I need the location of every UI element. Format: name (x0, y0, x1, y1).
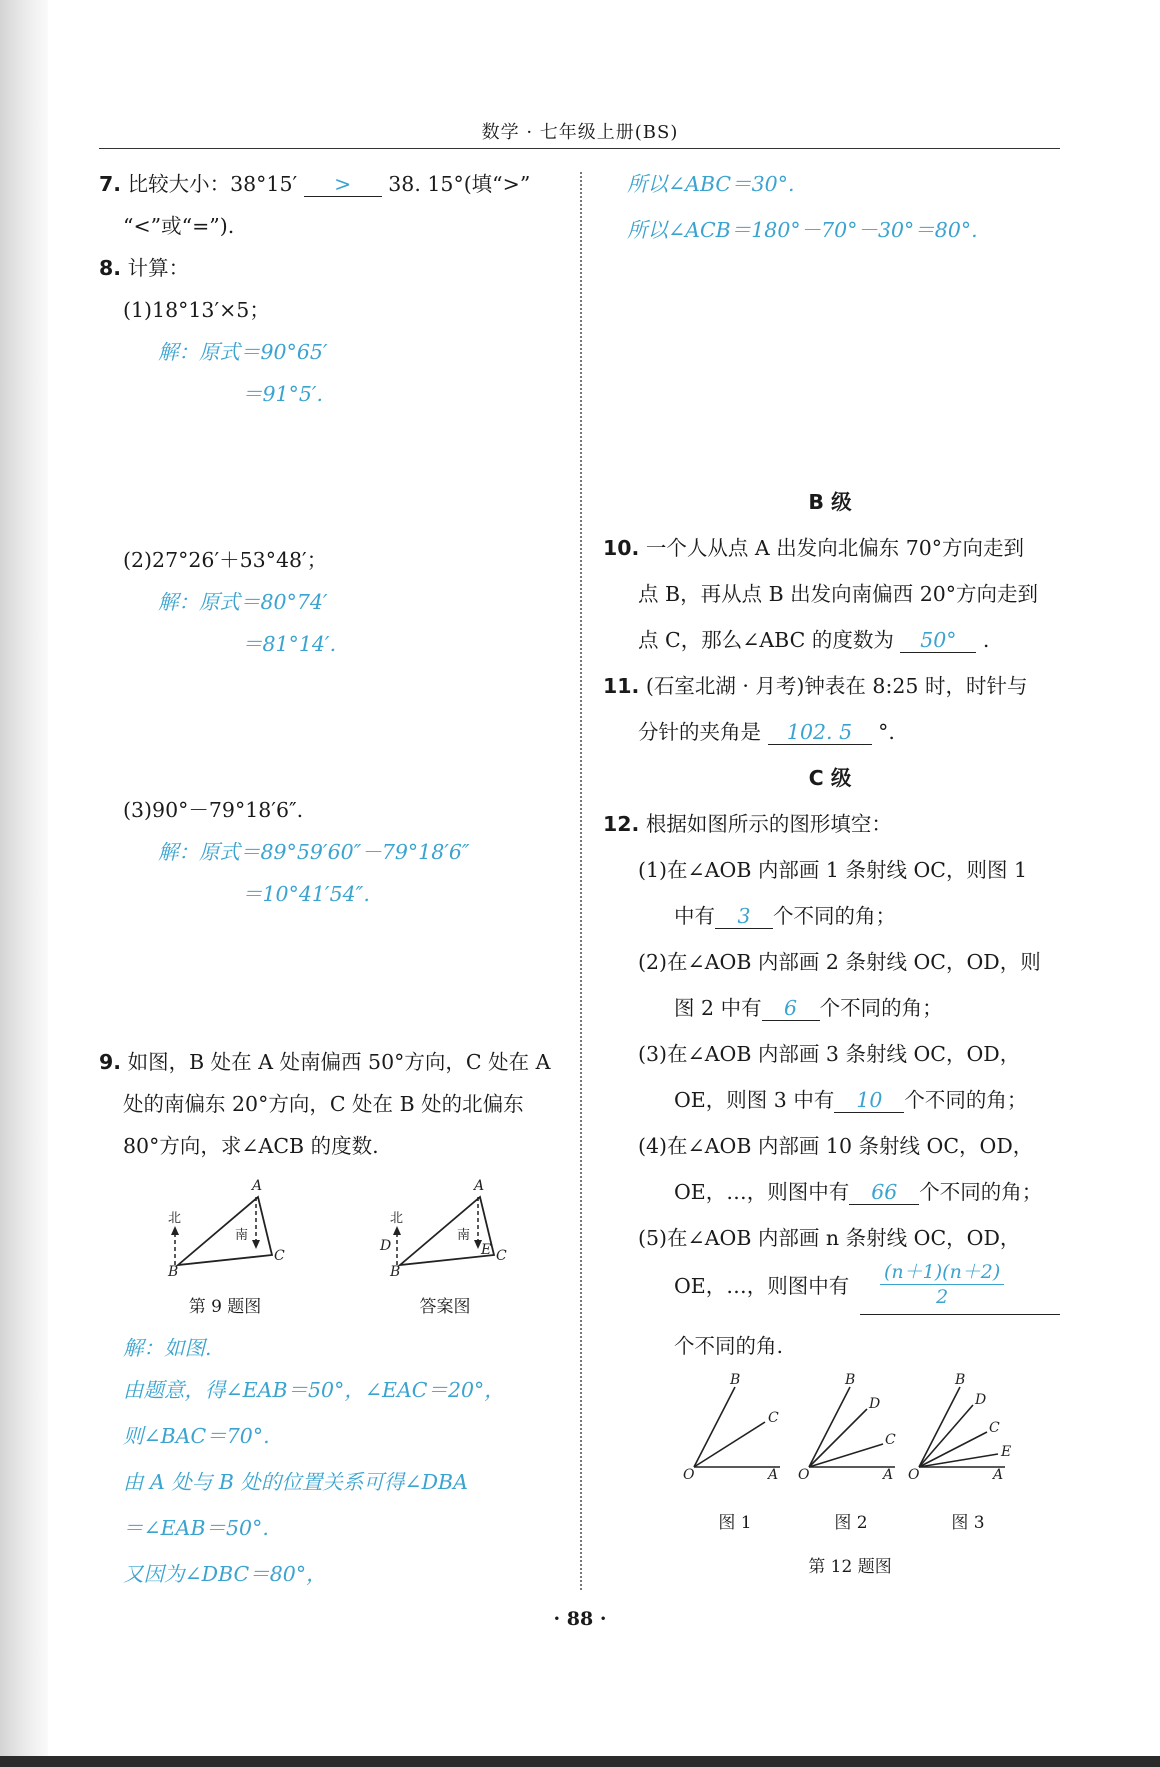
q12-part2-line2 (674, 994, 943, 1022)
q12-figure-3-caption: 图 3 (951, 1513, 985, 1533)
q12-part1-answer-blank: 3 (715, 904, 773, 929)
q11-end: °. (878, 720, 895, 744)
q10-number: 10. (603, 536, 640, 560)
page-top-margin (0, 0, 1160, 38)
q9-north-arrow (171, 1226, 179, 1235)
q7-line1 (99, 170, 530, 198)
q8-part3-answer-line1: 解：原式＝89°59′60″－79°18′6″ (158, 840, 470, 864)
q12-fig2-label-c: C (885, 1432, 896, 1448)
q7-text-b: 38. 15°(填“>” (388, 172, 531, 196)
q10-line3-text: 点 C，那么∠ABC 的度数为 (638, 628, 894, 652)
q11-line2 (638, 718, 895, 746)
q9-answer-label-c: C (496, 1248, 507, 1264)
scanner-bottom-edge (0, 1756, 1160, 1767)
q8-title: 计算： (127, 256, 190, 280)
q12-part3-answer-blank: 10 (834, 1088, 904, 1113)
q9-north-label: 北 (168, 1211, 182, 1226)
q10-end: . (982, 628, 990, 652)
q10-line1-text: 一个人从点 A 出发向北偏东 70°方向走到 (645, 536, 1025, 560)
q12-part2-line1: (2)在∠AOB 内部画 2 条射线 OC，OD，则 (638, 950, 1041, 974)
book-spine-shadow (0, 0, 48, 1767)
q8-part2: (2)27°26′＋53°48′； (123, 548, 328, 572)
q12-part2-answer-blank: 6 (762, 996, 820, 1021)
q9-line1 (99, 1048, 550, 1076)
q12-figure-3 (905, 1372, 1030, 1484)
q9-answer-line7: 所以∠ABC＝30°. (627, 172, 795, 196)
q9-answer-line1: 解：如图. (123, 1336, 212, 1360)
q11-answer-blank: 102. 5 (768, 720, 872, 745)
q12-fig2-label-a: A (883, 1467, 894, 1483)
q12-figure-1-caption: 图 1 (718, 1513, 752, 1533)
q12-part4-line2 (674, 1178, 1042, 1206)
q9-label-c: C (274, 1248, 285, 1264)
q12-part5-answer-fraction (880, 1260, 1004, 1309)
q9-answer-label-a: A (474, 1178, 485, 1194)
q12-fig3-label-o: O (908, 1467, 920, 1483)
q9-answer-figure (375, 1172, 515, 1277)
q12-fig2-label-o: O (798, 1467, 810, 1483)
q12-title-line (603, 810, 892, 838)
level-c-heading: C 级 (808, 766, 852, 790)
q9-answer-line6: 又因为∠DBC＝80°， (123, 1562, 327, 1586)
q9-south-arrow (252, 1240, 260, 1249)
q7-text-a: 比较大小：38°15′ (127, 172, 298, 196)
q8-part2-answer-line1: 解：原式＝80°74′ (158, 590, 328, 614)
q12-part2-text: 图 2 中有 (674, 996, 762, 1020)
q12-fig3-label-d: D (975, 1392, 987, 1408)
q11-number: 11. (603, 674, 640, 698)
q11-line1 (603, 672, 1027, 700)
level-b-heading: B 级 (808, 490, 852, 514)
q10-line3 (638, 626, 989, 654)
q9-line3: 80°方向，求∠ACB 的度数. (123, 1134, 379, 1158)
q9-south-label: 南 (235, 1228, 249, 1243)
q9-answer-line4: 由 A 处与 B 处的位置关系可得∠DBA (123, 1470, 468, 1494)
q9-label-b: B (168, 1264, 179, 1277)
q12-part5-fraction-denominator: 2 (936, 1286, 949, 1308)
q12-fig1-label-a: A (768, 1467, 779, 1483)
q9-answer-north-arrow (393, 1226, 401, 1235)
q11-line2-text: 分针的夹角是 (638, 720, 761, 744)
q10-line2: 点 B，再从点 B 出发向南偏西 20°方向走到 (638, 582, 1039, 606)
column-divider (580, 172, 582, 1590)
header-rule (99, 148, 1060, 149)
q12-part3-line1: (3)在∠AOB 内部画 3 条射线 OC，OD， (638, 1042, 1021, 1066)
q7-number: 7. (99, 172, 122, 196)
q9-answer-line5: ＝∠EAB＝50°. (123, 1516, 269, 1540)
q9-answer-south-label: 南 (457, 1228, 471, 1243)
q12-part5-fraction-numerator: (n＋1)(n＋2) (880, 1260, 1004, 1285)
q12-part1-end: 个不同的角； (773, 904, 896, 928)
q12-figure-2-caption: 图 2 (834, 1513, 868, 1533)
q12-fig3-label-b: B (955, 1372, 966, 1388)
q12-part1-line1: (1)在∠AOB 内部画 1 条射线 OC，则图 1 (638, 858, 1028, 882)
q12-figure-1 (680, 1372, 800, 1484)
q12-part4-end: 个不同的角； (919, 1180, 1043, 1204)
q12-part5-line1: (5)在∠AOB 内部画 n 条射线 OC，OD， (638, 1226, 1021, 1250)
q9-line2: 处的南偏东 20°方向，C 处在 B 处的北偏东 (123, 1092, 524, 1116)
q12-fig3-label-c: C (989, 1420, 1000, 1436)
q12-fig2-label-b: B (845, 1372, 856, 1388)
q8-part3-answer-line2: ＝10°41′54″. (242, 882, 370, 906)
q12-part3-line2 (674, 1086, 1027, 1114)
q9-triangle (178, 1197, 272, 1265)
q12-fig2-label-d: D (869, 1396, 881, 1412)
q12-part1-text: 中有 (674, 904, 715, 928)
q9-answer-north-label: 北 (390, 1211, 404, 1226)
q9-answer-line2: 由题意，得∠EAB＝50°，∠EAC＝20°， (123, 1378, 505, 1402)
q12-part4-text: OE，…，则图中有 (674, 1180, 850, 1204)
q12-part5-line2: OE，…，则图中有 (674, 1274, 850, 1298)
q10-answer-blank: 50° (900, 628, 976, 653)
q12-part4-answer-blank: 66 (849, 1180, 919, 1205)
q9-answer-label-e: E (481, 1242, 492, 1258)
q12-part3-end: 个不同的角； (904, 1088, 1028, 1112)
q9-answer-line8: 所以∠ACB＝180°－70°－30°＝80°. (627, 218, 978, 242)
q8-part2-answer-line2: ＝81°14′. (242, 632, 337, 656)
q9-number: 9. (99, 1050, 122, 1074)
q9-answer-triangle (400, 1197, 494, 1265)
q7-answer-blank: > (304, 172, 382, 197)
q12-part2-end: 个不同的角； (819, 996, 943, 1020)
q12-part5-line3: 个不同的角. (674, 1334, 784, 1358)
q9-answer-figure-caption: 答案图 (419, 1297, 471, 1317)
q12-fig1-label-o: O (683, 1467, 695, 1483)
q9-figure-caption: 第 9 题图 (188, 1297, 262, 1317)
q10-line1 (603, 534, 1024, 562)
q8-part1: (1)18°13′×5； (123, 298, 270, 322)
q12-figures-caption: 第 12 题图 (808, 1557, 892, 1577)
q9-figure (160, 1172, 300, 1277)
q8-title-line (99, 254, 189, 282)
q12-part4-line1: (4)在∠AOB 内部画 10 条射线 OC，OD， (638, 1134, 1034, 1158)
q12-figure-2 (795, 1372, 915, 1484)
q12-part3-text: OE，则图 3 中有 (674, 1088, 835, 1112)
q7-text-c: “<”或“=”). (123, 214, 235, 238)
q9-answer-label-b: B (390, 1264, 401, 1277)
q12-fig3-label-e: E (1001, 1444, 1012, 1460)
page-number: · 88 · (553, 1608, 607, 1630)
q8-part1-answer-line1: 解：原式＝90°65′ (158, 340, 328, 364)
q9-line1-text: 如图，B 处在 A 处南偏西 50°方向，C 处在 A (127, 1050, 551, 1074)
q8-number: 8. (99, 256, 122, 280)
page-header: 数学 · 七年级上册(BS) (481, 122, 679, 143)
q12-fig1-label-c: C (768, 1410, 779, 1426)
q12-fig3-label-a: A (993, 1467, 1004, 1483)
q8-part3: (3)90°－79°18′6″. (123, 798, 304, 822)
q12-fig2-ray-ob (809, 1387, 850, 1467)
q12-number: 12. (603, 812, 640, 836)
q9-label-a: A (252, 1178, 263, 1194)
q9-answer-line3: 则∠BAC＝70°. (123, 1424, 270, 1448)
q8-part1-answer-line2: ＝91°5′. (242, 382, 324, 406)
q12-part5-answer-blank-line (860, 1314, 1060, 1315)
q12-part1-line2 (674, 902, 896, 930)
q12-title: 根据如图所示的图形填空： (645, 812, 892, 836)
q9-answer-label-d: D (380, 1238, 392, 1254)
q11-line1-text: (石室北湖 · 月考)钟表在 8:25 时，时针与 (645, 674, 1028, 698)
q12-fig1-label-b: B (730, 1372, 741, 1388)
q12-fig1-ray-ob (694, 1387, 735, 1467)
